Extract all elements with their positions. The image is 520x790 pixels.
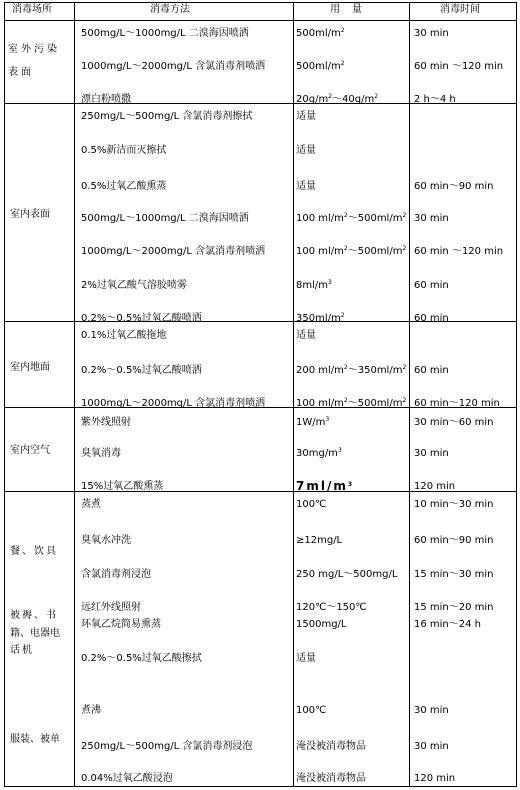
place-label: 话机 (10, 645, 34, 656)
dose-cell: $350ml/m^2$ (296, 312, 345, 324)
time-cell: 60 min (414, 280, 449, 291)
method-cell: 紫外线照射 (81, 417, 131, 428)
dose-cell: 100℃ (296, 705, 327, 716)
dose-cell: 100 $ml/m^2\sim 500ml/m^2$ (296, 245, 407, 257)
dose-cell: 适量 (296, 653, 316, 664)
time-cell: 60 min～90 min (414, 535, 494, 546)
dose-cell: 适量 (296, 111, 316, 122)
method-cell: 15%过氧乙酸熏蒸 (81, 481, 164, 492)
method-cell: 远红外线照射 (81, 602, 141, 613)
time-cell: 120 min (414, 481, 456, 492)
place-label: 室内表面 (10, 209, 50, 220)
method-cell: 臭氧水冲洗 (81, 535, 131, 546)
method-cell: 1000mg/L～2000mg/L 含氯消毒剂喷洒 (81, 398, 266, 409)
column-line-1 (4, 2, 5, 787)
dose-cell: 适量 (296, 145, 316, 156)
time-cell: 10 min～30 min (414, 499, 494, 510)
method-cell: 臭氧消毒 (81, 448, 121, 459)
group-divider-5 (4, 786, 517, 787)
dose-cell: 250 mg/L～500mg/L (296, 569, 398, 580)
method-cell: 0.2%～0.5%过氧乙酸喷洒 (81, 365, 202, 376)
place-label: 餐、饮具 (10, 546, 58, 557)
time-cell: 60 min (414, 365, 449, 376)
method-cell: 500mg/L～1000mg/L 二溴海因喷洒 (81, 28, 249, 39)
dose-cell: $500ml/m^2$ (296, 60, 345, 72)
method-cell: 0.2%～0.5%过氧乙酸喷洒 (81, 313, 202, 324)
time-cell: 30 min (414, 448, 449, 459)
dose-cell: $1W/m^3$ (296, 416, 330, 428)
dose-cell: 适量 (296, 181, 316, 192)
method-cell: 1000mg/L～2000mg/L 含氯消毒剂喷洒 (81, 246, 266, 257)
dose-cell: 适量 (296, 330, 316, 341)
time-cell: 30 min (414, 741, 449, 752)
dose-cell: 淹没被消毒物品 (296, 741, 366, 752)
column-header: 消毒方法 (150, 4, 190, 15)
dose-cell: 淹没被消毒物品 (296, 773, 366, 784)
time-cell: 15 min～30 min (414, 569, 494, 580)
dose-cell: ≥12mg/L (296, 535, 343, 546)
time-cell: 60 min (414, 313, 449, 324)
time-cell: 16 min～24 h (414, 619, 482, 630)
method-cell: 0.04%过氧乙酸浸泡 (81, 773, 173, 784)
place-label: 被褥、书 (10, 610, 58, 621)
time-cell: 60 min ～120 min (414, 61, 504, 72)
column-line-5 (516, 2, 517, 787)
time-cell: 60 min～120 min (414, 398, 500, 409)
table-top-border (4, 2, 517, 3)
time-cell: 15 min～20 min (414, 602, 494, 613)
column-line-3 (293, 2, 294, 787)
dose-cell: $30mg/m^3$ (296, 447, 342, 459)
column-header: 消毒场所 (12, 4, 52, 15)
time-cell: 30 min～60 min (414, 417, 494, 428)
dose-cell: $7ml/m^3$ (296, 479, 355, 493)
dose-cell: 100 $ml/m^2\sim 500ml/m^2$ (296, 397, 407, 409)
column-header: 用 量 (330, 4, 363, 15)
method-cell: 0.1%过氧乙酸拖地 (81, 330, 167, 341)
time-cell: 30 min (414, 213, 449, 224)
method-cell: 0.2%～0.5%过氧乙酸擦拭 (81, 653, 202, 664)
time-cell: 60 min ～120 min (414, 246, 504, 257)
dose-cell: 1500mg/L (296, 619, 347, 630)
dose-cell: $20g/m^2\sim 40g/m^2$ (296, 93, 379, 105)
method-cell: 蒸煮 (81, 499, 101, 510)
method-cell: 漂白粉喷撒 (81, 94, 131, 105)
method-cell: 250mg/L～500mg/L 含氯消毒剂擦拭 (81, 111, 253, 122)
dose-cell: $8ml/m^3$ (296, 279, 332, 291)
time-cell: 30 min (414, 705, 449, 716)
column-line-2 (74, 2, 75, 787)
method-cell: 250mg/L～500mg/L 含氯消毒剂浸泡 (81, 741, 253, 752)
place-label: 表面 (8, 67, 34, 78)
header-divider (4, 20, 517, 21)
method-cell: 1000mg/L～2000mg/L 含氯消毒剂喷洒 (81, 61, 266, 72)
method-cell: 2%过氧乙酸气溶胶喷雾 (81, 280, 187, 291)
method-cell: 环氧乙烷简易熏蒸 (81, 619, 161, 630)
method-cell: 0.5%过氧乙酸熏蒸 (81, 181, 167, 192)
time-cell: 30 min (414, 28, 449, 39)
place-label: 室内地面 (10, 362, 50, 373)
dose-cell: 120℃～150℃ (296, 602, 367, 613)
time-cell: 120 min (414, 773, 456, 784)
method-cell: 含氯消毒剂浸泡 (81, 569, 151, 580)
method-cell: 500mg/L～1000mg/L 二溴海因喷洒 (81, 213, 249, 224)
column-line-4 (409, 2, 410, 787)
place-label: 服装、被单 (10, 734, 60, 745)
dose-cell: 100℃ (296, 499, 327, 510)
column-header: 消毒时间 (440, 4, 480, 15)
method-cell: 0.5%新洁而灭擦拭 (81, 145, 167, 156)
time-cell: 60 min～90 min (414, 181, 494, 192)
place-label: 室外污染 (8, 44, 60, 55)
dose-cell: $500ml/m^2$ (296, 27, 345, 39)
method-cell: 煮沸 (81, 705, 101, 716)
time-cell: 2 h～4 h (414, 94, 456, 105)
place-label: 籍、电器电 (10, 628, 60, 639)
dose-cell: 200 $ml/m^2\sim 350ml/m^2$ (296, 364, 407, 376)
place-label: 室内空气 (10, 445, 50, 456)
dose-cell: 100 $ml/m^2\sim 500ml/m^2$ (296, 212, 407, 224)
